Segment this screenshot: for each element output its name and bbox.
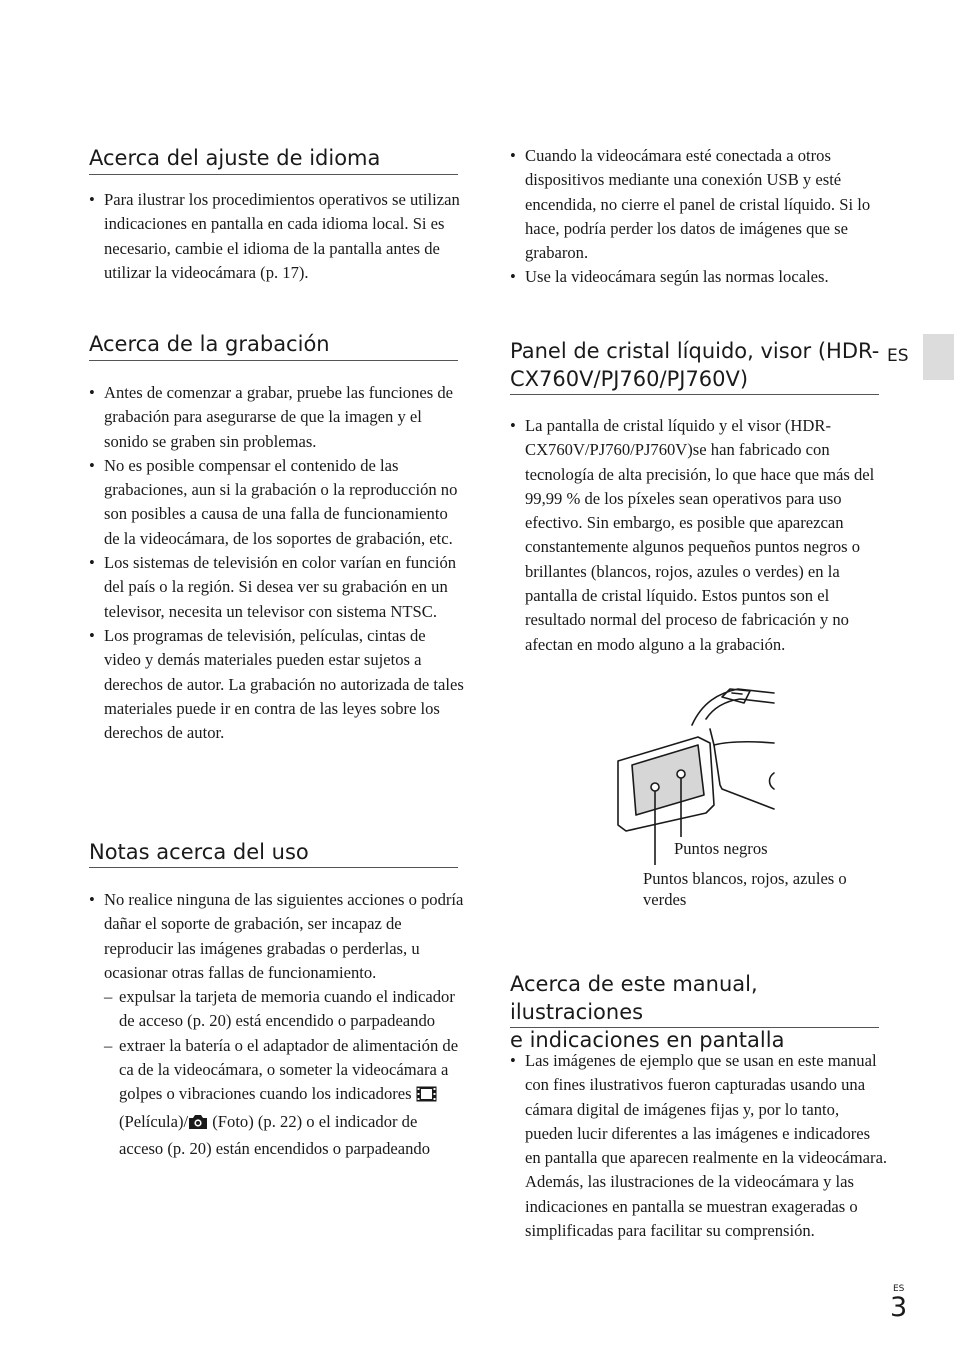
film-icon — [416, 1085, 437, 1109]
bullet-list-grabacion — [89, 381, 464, 745]
list-item: • Las imágenes de ejemplo que se usan en este manual con fines ilustrativos fueron capturadas usando una cámara digital de imágenes fijas y, por lo tanto, pueden lucir diferentes a las imágenes e indicadores en pantalla que aparecen realmente en la videocámara. Además, las ilustraciones de la videocámara y las indicaciones en pantalla se muestran exageradas o simplificadas para facilitar su comprensión. — [510, 1051, 888, 1241]
sub-list-item: – extraer la batería o el adaptador de alimentación de ca de la videocámara, o someter la videocámara a golpes o vibraciones cuando los indicadores (Película)/ (Foto) (p. 22) o el indicador de acceso (p. 20) están encendidos o parpadeando — [104, 1035, 459, 1158]
section-title-idioma: Acerca del ajuste de idioma — [89, 146, 381, 170]
list-item: • Los programas de televisión, películas, cintas de video y demás materiales pueden estar sujetos a derechos de autor. La grabación no autorizada de tales materiales puede ir en contra de las leyes sobre los derechos de autor. — [89, 625, 464, 743]
section-rule — [89, 174, 458, 175]
label-black-dots: Puntos negros — [674, 839, 768, 858]
section-title-panel: Panel de cristal líquido, visor (HDR- CX760V/PJ760/PJ760V) — [510, 339, 880, 391]
list-item: • La pantalla de cristal líquido y el visor (HDR-CX760V/PJ760/PJ760V)se han fabricado con tecnología de alta precisión, lo que hace que más del 99,99 % de los píxeles sean operativos para uso efectivo. Sin embargo, es posible que aparezcan constantemente algunos pequeños puntos negros o brillantes (blancos, rojos, azules o verdes) en la pantalla de cristal líquido. Estos puntos son el resultado normal del proceso de fabricación y no afectan en modo alguno a la grabación. — [510, 416, 875, 654]
list-item: • Los sistemas de televisión en color varían en función del país o la región. Si desea ver su grabación en un televisor, necesita un televisor con sistema NTSC. — [89, 553, 457, 621]
bullet-list-idioma — [89, 188, 464, 285]
bullet-list-panel — [510, 414, 882, 657]
list-item: • Use la videocámara según las normas locales. — [510, 267, 829, 287]
footer-lang: ES — [893, 1284, 905, 1294]
section-rule — [510, 394, 879, 395]
section-rule — [510, 1027, 879, 1028]
list-item: • Para ilustrar los procedimientos operativos se utilizan indicaciones en pantalla en cada idioma local. Si es necesario, cambie el idioma de la pantalla antes de utilizar la videocámara (p. 17). — [89, 190, 460, 282]
page-number: 3 — [890, 1292, 908, 1323]
bullet-list-manual — [510, 1049, 888, 1243]
sub-list — [104, 985, 464, 1161]
section-rule — [89, 867, 458, 868]
camera-icon — [188, 1113, 208, 1137]
bullet-list-uso — [89, 888, 464, 1161]
label-color-dots: Puntos blancos, rojos, azules o verdes — [643, 869, 847, 909]
bullet-list-top-right — [510, 144, 880, 290]
section-title-grabacion: Acerca de la grabación — [89, 332, 330, 356]
list-item: • No es posible compensar el contenido de las grabaciones, aun si la grabación o la reproducción no son posibles a causa de una falla de funcionamiento de la videocámara, de los soportes de grabación, etc. — [89, 455, 458, 548]
section-title-uso: Notas acerca del uso — [89, 840, 309, 864]
sub-list-item: – expulsar la tarjeta de memoria cuando el indicador de acceso (p. 20) está encendido o parpadeando — [104, 987, 455, 1031]
list-item: • No realice ninguna de las siguientes acciones o podría dañar el soporte de grabación, ser incapaz de reproducir las imágenes grabadas o perderlas, u ocasionar otras fallas de funcionamiento. – expulsar la tarjeta de memoria cuando el indicador de acceso (p. 20) está encendido o parpadeando – extraer la batería o el adaptador de alimentación de ca de la videocámara, o someter la videocámara a golpes o vibraciones cuando los indicadores (Película)/ (Foto) (p. 22) o el indicador de acceso (p. 20) están encendidos o parpadeando — [89, 888, 464, 1161]
language-tab — [923, 334, 954, 380]
list-item: • Cuando la videocámara esté conectada a otros dispositivos mediante una conexión USB y esté encendida, no cierre el panel de cristal líquido. Si lo hace, podría perder los datos de imágenes que se grabaron. — [510, 146, 871, 263]
language-tab-label: ES — [887, 346, 909, 366]
section-title-manual: Acerca de este manual, ilustraciones e indicaciones en pantalla — [510, 972, 785, 1052]
section-rule — [89, 360, 458, 361]
list-item: • Antes de comenzar a grabar, pruebe las funciones de grabación para asegurarse de que la imagen y el sonido se graben sin problemas. — [89, 383, 454, 451]
